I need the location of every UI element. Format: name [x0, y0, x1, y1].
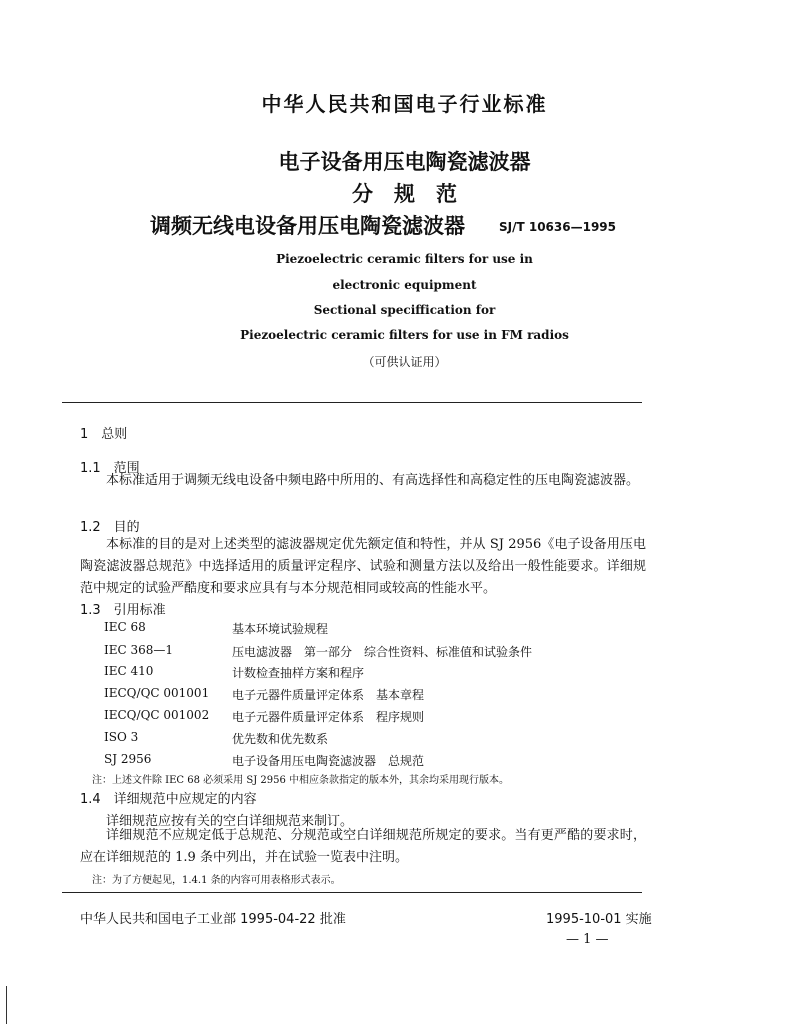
section-1-2-text: 本标准的目的是对上述类型的滤波器规定优先额定值和特性，并从 SJ 2956《电子设备用压电陶瓷滤波器总规范》中选择适用的质量评定程序、试验和测量方法以及给出一般性能要求。详细规范中规定的试验严酷度和要求应具有与本分规范相同或较高的性能水平。 — [80, 537, 646, 596]
reference-code: ISO 3 — [104, 730, 139, 744]
reference-note: 注：上述文件除 IEC 68 必须采用 SJ 2956 中相应条款指定的版本外，其余均采用现行版本。 — [92, 775, 510, 786]
page-number: — 1 — — [566, 932, 609, 947]
english-title-line-1: Piezoelectric ceramic filters for use in — [276, 252, 533, 266]
reference-code: IEC 68 — [104, 620, 146, 634]
section-1-4-note: 注：为了方便起见，1.4.1 条的内容可用表格形式表示。 — [92, 875, 341, 886]
section-1-4-heading: 1.4 详细规范中应规定的内容 — [80, 792, 257, 807]
issuing-authority: 中华人民共和国电子行业标准 — [261, 92, 548, 116]
english-title-line-4: Piezoelectric ceramic filters for use in FM radios — [240, 328, 569, 342]
title-line-1: 电子设备用压电陶瓷滤波器 — [278, 150, 531, 174]
section-1-4-text-2: 详细规范不应规定低于总规范、分规范或空白详细规范所规定的要求。当有更严酷的要求时，应在详细规范的 1.9 条中列出，并在试验一览表中注明。 — [80, 828, 646, 865]
effective-date: 1995-10-01 实施 — [546, 912, 652, 927]
reference-title: 压电滤波器 第一部分 综合性资料、标准值和试验条件 — [232, 645, 533, 659]
section-1-heading: 1 总则 — [80, 427, 128, 442]
reference-title: 优先数和优先数系 — [232, 732, 329, 746]
standard-number: SJ/T 10636—1995 — [499, 220, 616, 234]
title-line-2: 分 规 范 — [352, 182, 457, 206]
reference-title: 电子元器件质量评定体系 基本章程 — [232, 688, 425, 702]
reference-code: IECQ/QC 001001 — [104, 686, 210, 700]
section-1-4-text-1: 详细规范应按有关的空白详细规范来制订。 — [106, 814, 354, 829]
section-1-2-heading: 1.2 目的 — [80, 520, 140, 535]
header-divider — [62, 402, 642, 403]
footer-divider — [62, 892, 642, 893]
section-1-1-text: 本标准适用于调频无线电设备中频电路中所用的、有高选择性和高稳定性的压电陶瓷滤波器。 — [106, 473, 640, 488]
english-title-line-2: electronic equipment — [332, 278, 477, 292]
reference-code: SJ 2956 — [104, 752, 152, 766]
section-1-3-heading: 1.3 引用标准 — [80, 603, 166, 618]
reference-code: IECQ/QC 001002 — [104, 708, 210, 722]
scan-edge-mark — [6, 986, 7, 1024]
reference-code: IEC 368—1 — [104, 643, 174, 657]
section-1-1-heading: 1.1 范围 — [80, 461, 140, 476]
approval-line: 中华人民共和国电子工业部 1995-04-22 批准 — [80, 912, 346, 927]
reference-title: 电子设备用压电陶瓷滤波器 总规范 — [232, 754, 425, 768]
reference-code: IEC 410 — [104, 664, 154, 678]
certification-note: （可供认证用） — [362, 355, 447, 369]
reference-title: 电子元器件质量评定体系 程序规则 — [232, 710, 425, 724]
reference-title: 计数检查抽样方案和程序 — [232, 666, 365, 680]
title-line-3: 调频无线电设备用压电陶瓷滤波器 — [150, 214, 465, 238]
english-title-line-3: Sectional speciffication for — [313, 303, 496, 317]
reference-title: 基本环境试验规程 — [232, 622, 329, 636]
